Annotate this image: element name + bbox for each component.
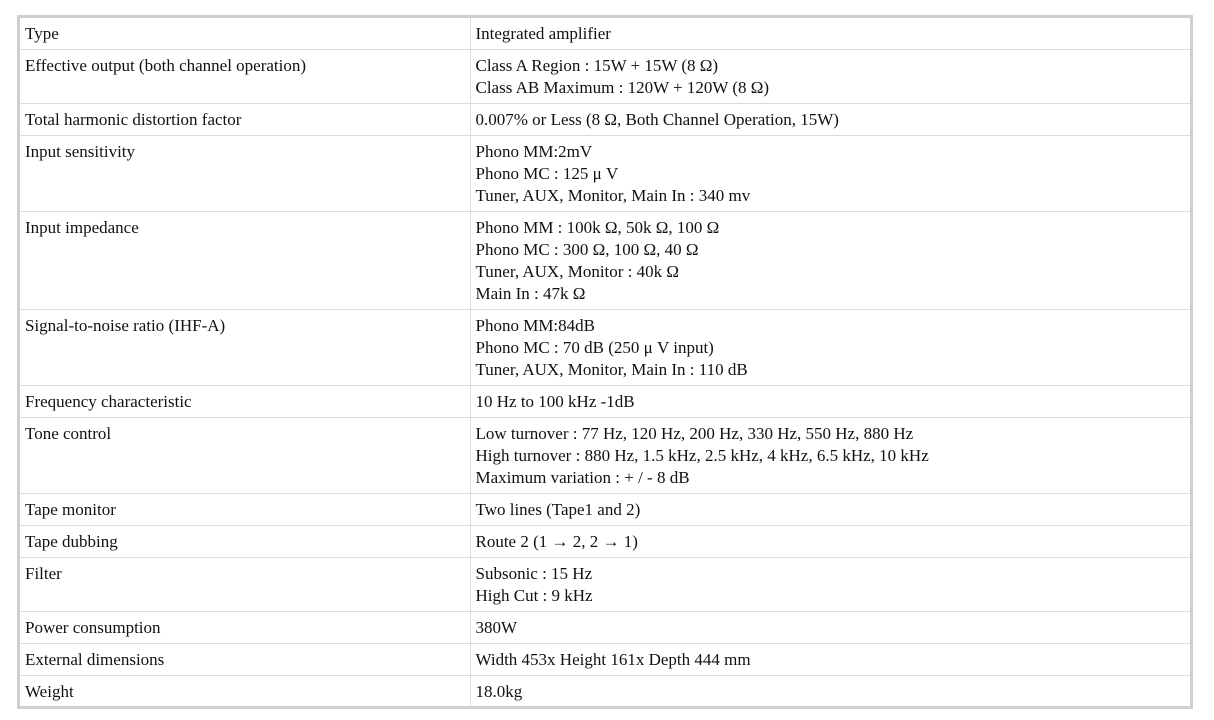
spec-value-line: Two lines (Tape1 and 2) <box>475 500 641 519</box>
spec-label: Tape dubbing <box>20 526 470 558</box>
table-row <box>20 418 1190 494</box>
spec-value-line: Tuner, AUX, Monitor, Main In : 340 mv <box>475 186 751 205</box>
table-row <box>20 18 1190 50</box>
table-row <box>20 526 1190 558</box>
spec-label: Tape monitor <box>20 494 470 526</box>
spec-value-line: Route 2 (1 → 2, 2 → 1) <box>475 532 638 551</box>
spec-value <box>470 136 1190 212</box>
spec-value <box>470 612 1190 644</box>
spec-value <box>470 212 1190 310</box>
table-row <box>20 104 1190 136</box>
spec-label: Effective output (both channel operation) <box>20 50 470 104</box>
spec-value-line: 10 Hz to 100 kHz -1dB <box>475 392 635 411</box>
table-row <box>20 50 1190 104</box>
spec-label: Frequency characteristic <box>20 386 470 418</box>
spec-value-line: Subsonic : 15 Hz <box>475 564 593 583</box>
table-row <box>20 310 1190 386</box>
spec-value <box>470 386 1190 418</box>
spec-value-line: Tuner, AUX, Monitor, Main In : 110 dB <box>475 360 748 379</box>
spec-table-frame <box>17 15 1193 709</box>
table-row <box>20 212 1190 310</box>
spec-value <box>470 526 1190 558</box>
spec-value <box>470 50 1190 104</box>
spec-label: Type <box>20 18 470 50</box>
spec-label: Total harmonic distortion factor <box>20 104 470 136</box>
spec-value-line: Low turnover : 77 Hz, 120 Hz, 200 Hz, 330 Hz, 550 Hz, 880 Hz <box>475 424 914 443</box>
spec-value-line: High Cut : 9 kHz <box>475 586 593 605</box>
spec-value-line: Integrated amplifier <box>475 24 611 43</box>
spec-value <box>470 104 1190 136</box>
spec-value-line: Class AB Maximum : 120W + 120W (8 Ω) <box>475 78 770 97</box>
spec-value <box>470 558 1190 612</box>
spec-value-line: Class A Region : 15W + 15W (8 Ω) <box>475 56 719 75</box>
spec-label: Signal-to-noise ratio (IHF-A) <box>20 310 470 386</box>
table-row <box>20 676 1190 708</box>
spec-value-line: 0.007% or Less (8 Ω, Both Channel Operation, 15W) <box>475 110 839 129</box>
table-row <box>20 494 1190 526</box>
spec-label: Weight <box>20 676 470 708</box>
spec-value-line: Phono MC : 300 Ω, 100 Ω, 40 Ω <box>475 240 699 259</box>
spec-value-line: Phono MM:84dB <box>475 316 595 335</box>
spec-label: Input impedance <box>20 212 470 310</box>
spec-value <box>470 418 1190 494</box>
spec-label: Filter <box>20 558 470 612</box>
spec-label: External dimensions <box>20 644 470 676</box>
spec-value <box>470 310 1190 386</box>
table-row <box>20 558 1190 612</box>
spec-label: Tone control <box>20 418 470 494</box>
spec-value-line: Tuner, AUX, Monitor : 40k Ω <box>475 262 680 281</box>
spec-value-line: Main In : 47k Ω <box>475 284 586 303</box>
spec-value <box>470 18 1190 50</box>
spec-value <box>470 644 1190 676</box>
spec-value-line: Maximum variation : + / - 8 dB <box>475 468 690 487</box>
spec-value <box>470 676 1190 708</box>
spec-value-line: 380W <box>475 618 518 637</box>
spec-value-line: 18.0kg <box>475 682 523 701</box>
spec-label: Power consumption <box>20 612 470 644</box>
spec-value-line: High turnover : 880 Hz, 1.5 kHz, 2.5 kHz, 4 kHz, 6.5 kHz, 10 kHz <box>475 446 929 465</box>
table-row <box>20 612 1190 644</box>
spec-value <box>470 494 1190 526</box>
table-row <box>20 644 1190 676</box>
spec-value-line: Phono MM:2mV <box>475 142 593 161</box>
spec-table <box>20 18 1190 707</box>
table-row <box>20 386 1190 418</box>
spec-value-line: Phono MC : 70 dB (250 μ V input) <box>475 338 714 357</box>
spec-value-line: Width 453x Height 161x Depth 444 mm <box>475 650 751 669</box>
spec-label: Input sensitivity <box>20 136 470 212</box>
table-row <box>20 136 1190 212</box>
spec-value-line: Phono MC : 125 μ V <box>475 164 619 183</box>
spec-value-line: Phono MM : 100k Ω, 50k Ω, 100 Ω <box>475 218 720 237</box>
